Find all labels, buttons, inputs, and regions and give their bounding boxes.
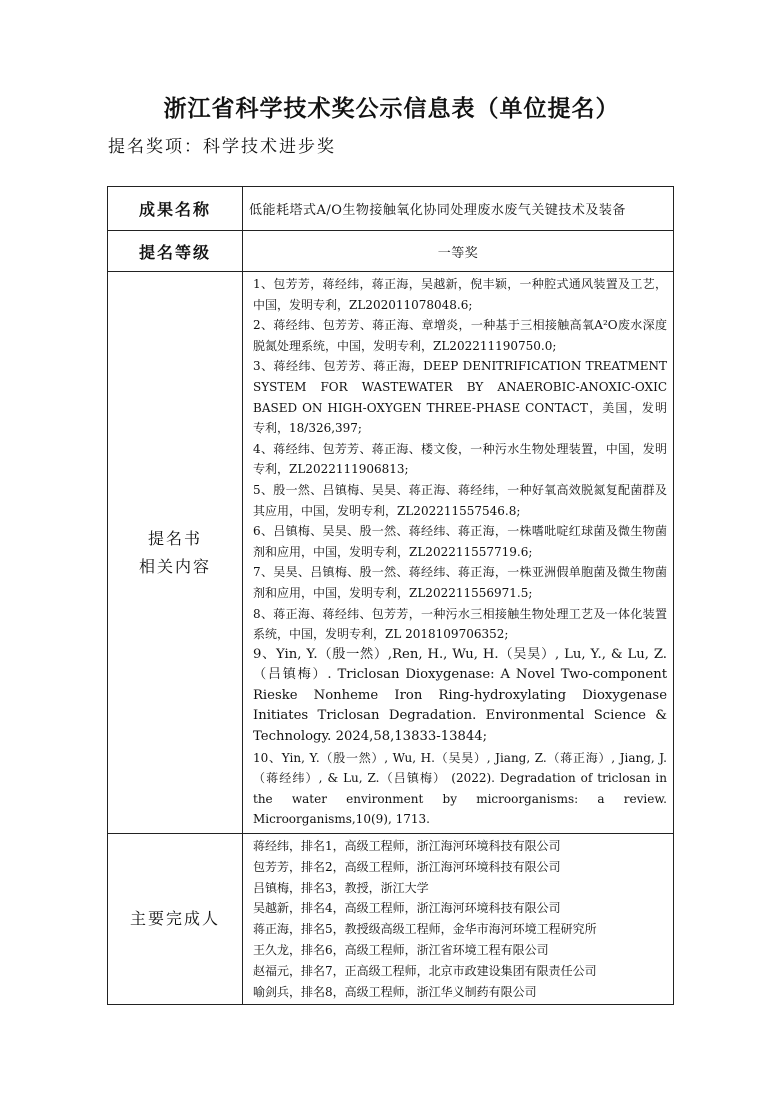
level-value: 一等奖 (243, 231, 674, 272)
list-item: 3、蒋经纬、包芳芳、蒋正海，DEEP DENITRIFICATION TREATMENT SYSTEM FOR WASTEWATER BY ANAEROBIC-ANOXIC-OXIC BASED ON HIGH-OXYGEN THREE-PHASE CONTACT，美国，发明专利，18/326,397; (253, 359, 667, 436)
person-row: 吕镇梅，排名3，教授，浙江大学 (253, 880, 429, 895)
achievement-row (108, 187, 674, 231)
list-item: 8、蒋正海、蒋经纬、包芳芳，一种污水三相接触生物处理工艺及一体化装置系统，中国，发明专利，ZL 2018109706352; (253, 606, 667, 642)
level-label: 提名等级 (108, 231, 243, 272)
achievement-value: 低能耗塔式A/O生物接触氧化协同处理废水废气关键技术及装备 (243, 187, 674, 231)
person-row: 王久龙，排名6，高级工程师，浙江省环境工程有限公司 (253, 943, 549, 958)
related-label-line2: 相关内容 (138, 556, 211, 576)
person-row: 蒋正海，排名5，教授级高级工程师，金华市海河环境工程研究所 (253, 922, 597, 937)
list-item: 6、吕镇梅、吴昊、殷一然、蒋经纬、蒋正海，一株嗜吡啶红球菌及微生物菌剂和应用，中国，发明专利，ZL202211557719.6; (253, 524, 667, 559)
level-row (108, 231, 674, 272)
list-item: 5、殷一然、吕镇梅、吴昊、蒋正海、蒋经纬，一种好氧高效脱氮复配菌群及其应用，中国，发明专利，ZL202211557546.8; (253, 482, 667, 518)
related-label (108, 272, 243, 834)
page-title: 浙江省科学技术奖公示信息表（单位提名） (163, 96, 620, 122)
main-people-row (108, 834, 674, 1005)
list-item: 1、包芳芳，蒋经纬，蒋正海，吴越新，倪丰颖，一种腔式通风装置及工艺，中国，发明专利，ZL202011078048.6; (253, 277, 667, 312)
main-people-label: 主要完成人 (108, 834, 243, 1005)
person-row: 包芳芳，排名2，高级工程师，浙江海河环境科技有限公司 (253, 859, 561, 874)
related-content (243, 272, 674, 834)
list-item: 4、蒋经纬、包芳芳、蒋正海、楼文俊，一种污水生物处理装置，中国，发明专利，ZL2022111906813; (253, 441, 667, 477)
list-item: 7、吴昊、吕镇梅、殷一然、蒋经纬、蒋正海，一株亚洲假单胞菌及微生物菌剂和应用，中国，发明专利，ZL202211556971.5; (253, 565, 667, 600)
achievement-label: 成果名称 (108, 187, 243, 231)
person-row: 吴越新，排名4，高级工程师，浙江海河环境科技有限公司 (253, 901, 561, 916)
info-table (107, 186, 674, 1005)
related-label-line1: 提名书 (147, 528, 202, 548)
main-people-list (243, 834, 674, 1005)
person-row: 喻剑兵，排名8，高级工程师，浙江华义制药有限公司 (253, 984, 537, 999)
award-item: 提名奖项：科学技术进步奖 (108, 137, 336, 157)
list-item: 9、Yin, Y.（殷一然）,Ren, H., Wu, H.（吴昊）, Lu, Y., & Lu, Z.（吕镇梅）. Triclosan Dioxygenase: A Novel Two-component Rieske Nonheme Iron Ring-hydroxylating Dioxygenase Initiates Triclosan Degradation. Environmental Science & Technology. 2024,58,13833-13844; (253, 646, 667, 745)
person-row: 赵福元，排名7，正高级工程师，北京市政建设集团有限责任公司 (253, 963, 597, 978)
list-item: 2、蒋经纬、包芳芳、蒋正海、章增炎，一种基于三相接触高氧A²O废水深度脱氮处理系统，中国，发明专利，ZL202211190750.0; (253, 318, 667, 353)
list-item: 10、Yin, Y.（殷一然）, Wu, H.（吴昊）, Jiang, Z.（蒋正海）, Jiang, J.（蒋经纬）, & Lu, Z.（吕镇梅） (2022). Degradation of triclosan in the water environment by microorganisms: a review. Microorganisms,10(9), 1713. (253, 750, 667, 827)
related-row (108, 272, 674, 834)
person-row: 蒋经纬，排名1，高级工程师，浙江海河环境科技有限公司 (253, 839, 561, 854)
